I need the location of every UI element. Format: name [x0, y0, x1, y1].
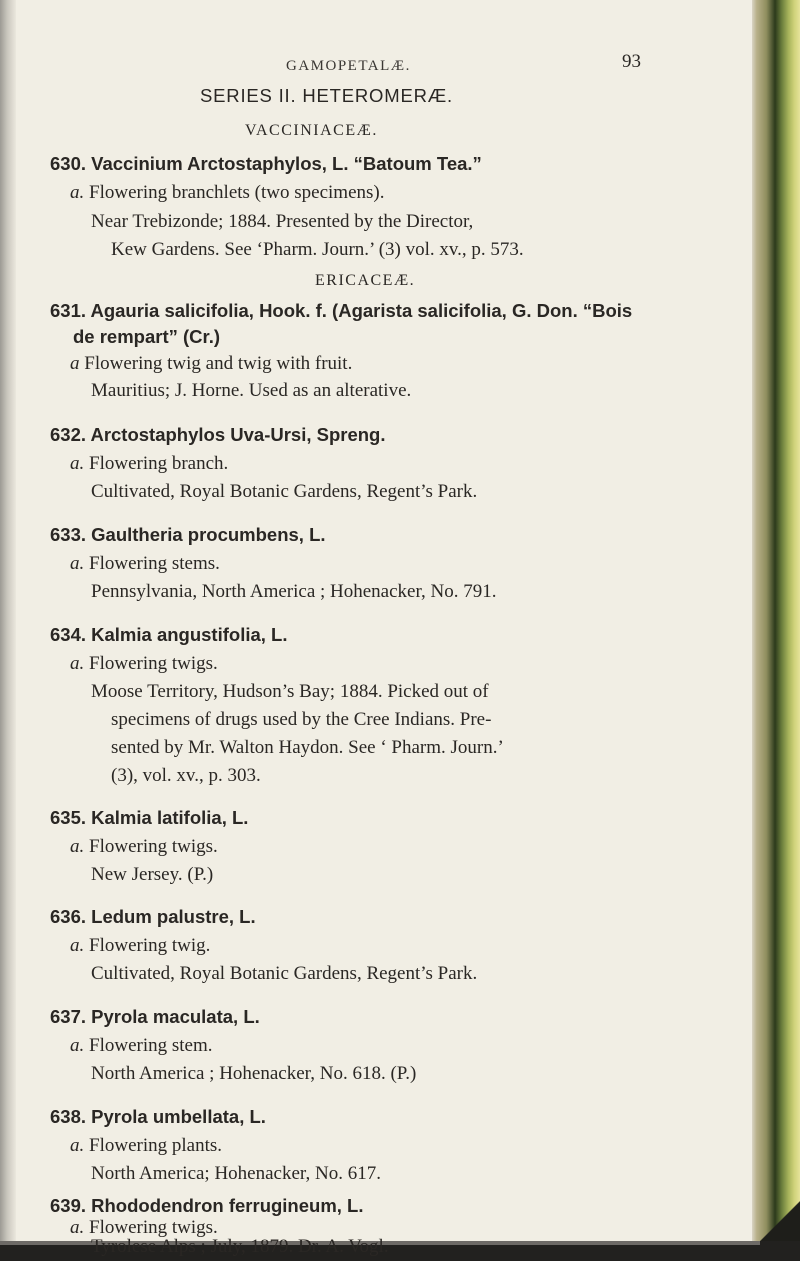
specimen-tag: a. — [70, 182, 85, 203]
page-right-edge — [752, 0, 800, 1261]
specimen-description: Flowering twig. — [89, 935, 211, 956]
entry-634-line: sented by Mr. Walton Haydon. See ‘ Pharm. Journ.’ — [111, 737, 504, 758]
entry-636-line: Cultivated, Royal Botanic Gardens, Regent’s Park. — [91, 963, 478, 984]
entry-630-line: Kew Gardens. See ‘Pharm. Journ.’ (3) vol. xv., p. 573. — [111, 239, 524, 260]
entry-630-title: 630. Vaccinium Arctostaphylos, L. “Batoum Tea.” — [50, 153, 482, 174]
family-heading-ericaceae: ERICACEÆ. — [315, 272, 416, 289]
specimen-description: Flowering twigs. — [89, 653, 218, 674]
specimen-tag: a. — [70, 935, 85, 956]
entry-631-line: Mauritius; J. Horne. Used as an alterative. — [91, 380, 412, 401]
page-number: 93 — [622, 51, 641, 72]
entry-634-title: 634. Kalmia angustifolia, L. — [50, 624, 288, 645]
entry-632-title: 632. Arctostaphylos Uva-Ursi, Spreng. — [50, 424, 386, 445]
specimen-tag: a. — [70, 836, 85, 857]
family-heading-vacciniaceae: VACCINIACEÆ. — [245, 122, 378, 139]
entry-633-line: Pennsylvania, North America ; Hohenacker, No. 791. — [91, 581, 497, 602]
entry-637-title: 637. Pyrola maculata, L. — [50, 1006, 260, 1027]
entry-632-specimen — [70, 453, 228, 475]
specimen-description: Flowering branchlets (two specimens). — [89, 182, 385, 203]
entry-638-specimen — [70, 1135, 222, 1157]
specimen-tag: a. — [70, 553, 85, 574]
entry-636-specimen — [70, 935, 210, 957]
specimen-description: Flowering stems. — [89, 553, 220, 574]
specimen-description: Flowering twigs. — [89, 1217, 218, 1238]
entry-632-line: Cultivated, Royal Botanic Gardens, Regent’s Park. — [91, 481, 478, 502]
entry-637-line: North America ; Hohenacker, No. 618. (P.) — [91, 1063, 417, 1084]
specimen-tag: a. — [70, 1035, 85, 1056]
entry-635-line: New Jersey. (P.) — [91, 864, 214, 885]
running-title: GAMOPETALÆ. — [286, 58, 411, 74]
specimen-description: Flowering twig and twig with fruit. — [84, 353, 353, 374]
entry-633-title: 633. Gaultheria procumbens, L. — [50, 524, 326, 545]
specimen-tag: a. — [70, 1135, 85, 1156]
entry-634-specimen — [70, 653, 218, 675]
entry-638-line: North America; Hohenacker, No. 617. — [91, 1163, 381, 1184]
entry-637-specimen — [70, 1035, 213, 1057]
entry-631-specimen — [70, 353, 352, 375]
entry-633-specimen — [70, 553, 220, 575]
entry-639-title: 639. Rhododendron ferrugineum, L. — [50, 1195, 364, 1216]
series-heading: SERIES II. HETEROMERÆ. — [200, 85, 453, 106]
entry-631-title-cont: de rempart” (Cr.) — [73, 326, 221, 347]
entry-631-title: 631. Agauria salicifolia, Hook. f. (Agarista salicifolia, G. Don. “Bois — [50, 300, 633, 321]
entry-639-line: Tyrolese Alps ; July, 1879. Dr. A. Vogl. — [91, 1236, 389, 1257]
entry-635-specimen — [70, 836, 218, 858]
specimen-tag: a — [70, 353, 80, 374]
entry-638-title: 638. Pyrola umbellata, L. — [50, 1106, 266, 1127]
page-gutter-shadow — [0, 0, 16, 1261]
entry-635-title: 635. Kalmia latifolia, L. — [50, 807, 249, 828]
entry-630-specimen — [70, 182, 384, 204]
entry-634-line: Moose Territory, Hudson’s Bay; 1884. Picked out of — [91, 681, 489, 702]
entry-634-line: specimens of drugs used by the Cree Indians. Pre- — [111, 709, 492, 730]
specimen-tag: a. — [70, 453, 85, 474]
specimen-description: Flowering stem. — [89, 1035, 213, 1056]
specimen-description: Flowering twigs. — [89, 836, 218, 857]
specimen-description: Flowering branch. — [89, 453, 229, 474]
specimen-tag: a. — [70, 1217, 85, 1238]
specimen-description: Flowering plants. — [89, 1135, 222, 1156]
specimen-tag: a. — [70, 653, 85, 674]
entry-634-line: (3), vol. xv., p. 303. — [111, 765, 261, 786]
entry-636-title: 636. Ledum palustre, L. — [50, 906, 256, 927]
entry-630-line: Near Trebizonde; 1884. Presented by the Director, — [91, 211, 474, 232]
